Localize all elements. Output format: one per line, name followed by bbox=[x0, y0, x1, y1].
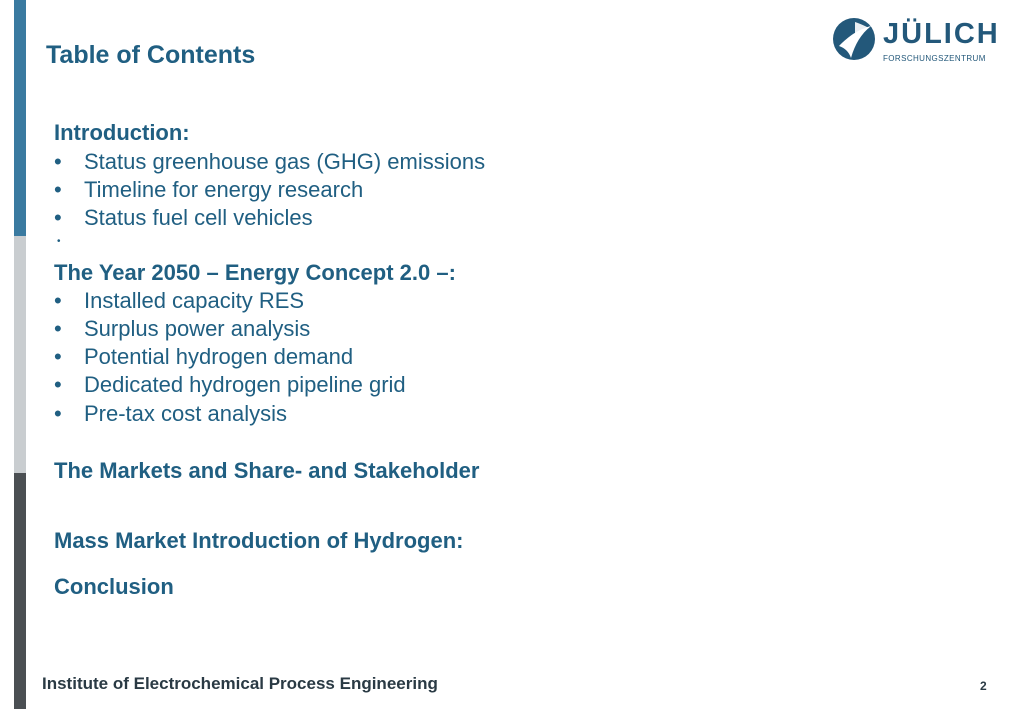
julich-logo bbox=[831, 14, 1000, 68]
toc-item-label: Pre-tax cost analysis bbox=[84, 401, 287, 426]
bullet-icon: • bbox=[54, 316, 62, 341]
toc-item-label: Dedicated hydrogen pipeline grid bbox=[84, 372, 406, 397]
bullet-icon: • bbox=[54, 372, 62, 397]
toc-heading-markets: The Markets and Share- and Stakeholder bbox=[54, 458, 480, 483]
toc-heading-introduction: Introduction: bbox=[54, 120, 190, 145]
toc-heading-conclusion: Conclusion bbox=[54, 574, 174, 599]
footer-institute: Institute of Electrochemical Process Engineering bbox=[42, 674, 438, 693]
toc-item bbox=[54, 205, 313, 231]
toc-item bbox=[54, 316, 310, 342]
bullet-icon: • bbox=[54, 401, 62, 426]
toc-item bbox=[54, 288, 304, 314]
sidebar-white-strip bbox=[0, 0, 14, 709]
slide-title: Table of Contents bbox=[46, 41, 256, 69]
toc-item-label: Potential hydrogen demand bbox=[84, 344, 354, 369]
toc-item bbox=[54, 372, 406, 398]
left-sidebar-bar bbox=[0, 0, 26, 709]
toc-item-label: Surplus power analysis bbox=[84, 316, 311, 341]
toc-item-label: Installed capacity RES bbox=[84, 288, 305, 313]
stray-bullet-icon: • bbox=[57, 236, 61, 247]
bullet-icon: • bbox=[54, 177, 62, 202]
toc-item bbox=[54, 149, 485, 175]
julich-swirl-logo-icon bbox=[831, 16, 877, 62]
logo-wordmark: JÜLICH bbox=[883, 18, 1000, 50]
bullet-icon: • bbox=[54, 288, 62, 313]
toc-heading-mass-market: Mass Market Introduction of Hydrogen: bbox=[54, 528, 464, 553]
toc-item bbox=[54, 344, 353, 370]
bullet-icon: • bbox=[54, 344, 62, 369]
toc-item bbox=[54, 177, 363, 203]
toc-heading-year-2050: The Year 2050 – Energy Concept 2.0 –: bbox=[54, 260, 456, 285]
toc-item bbox=[54, 401, 287, 427]
toc-item-label: Timeline for energy research bbox=[84, 177, 364, 202]
page-number: 2 bbox=[980, 679, 987, 693]
toc-item-label: Status greenhouse gas (GHG) emissions bbox=[84, 149, 486, 174]
bullet-icon: • bbox=[54, 205, 62, 230]
toc-item-label: Status fuel cell vehicles bbox=[84, 205, 313, 230]
logo-subtitle: FORSCHUNGSZENTRUM bbox=[883, 54, 986, 63]
bullet-icon: • bbox=[54, 149, 62, 174]
